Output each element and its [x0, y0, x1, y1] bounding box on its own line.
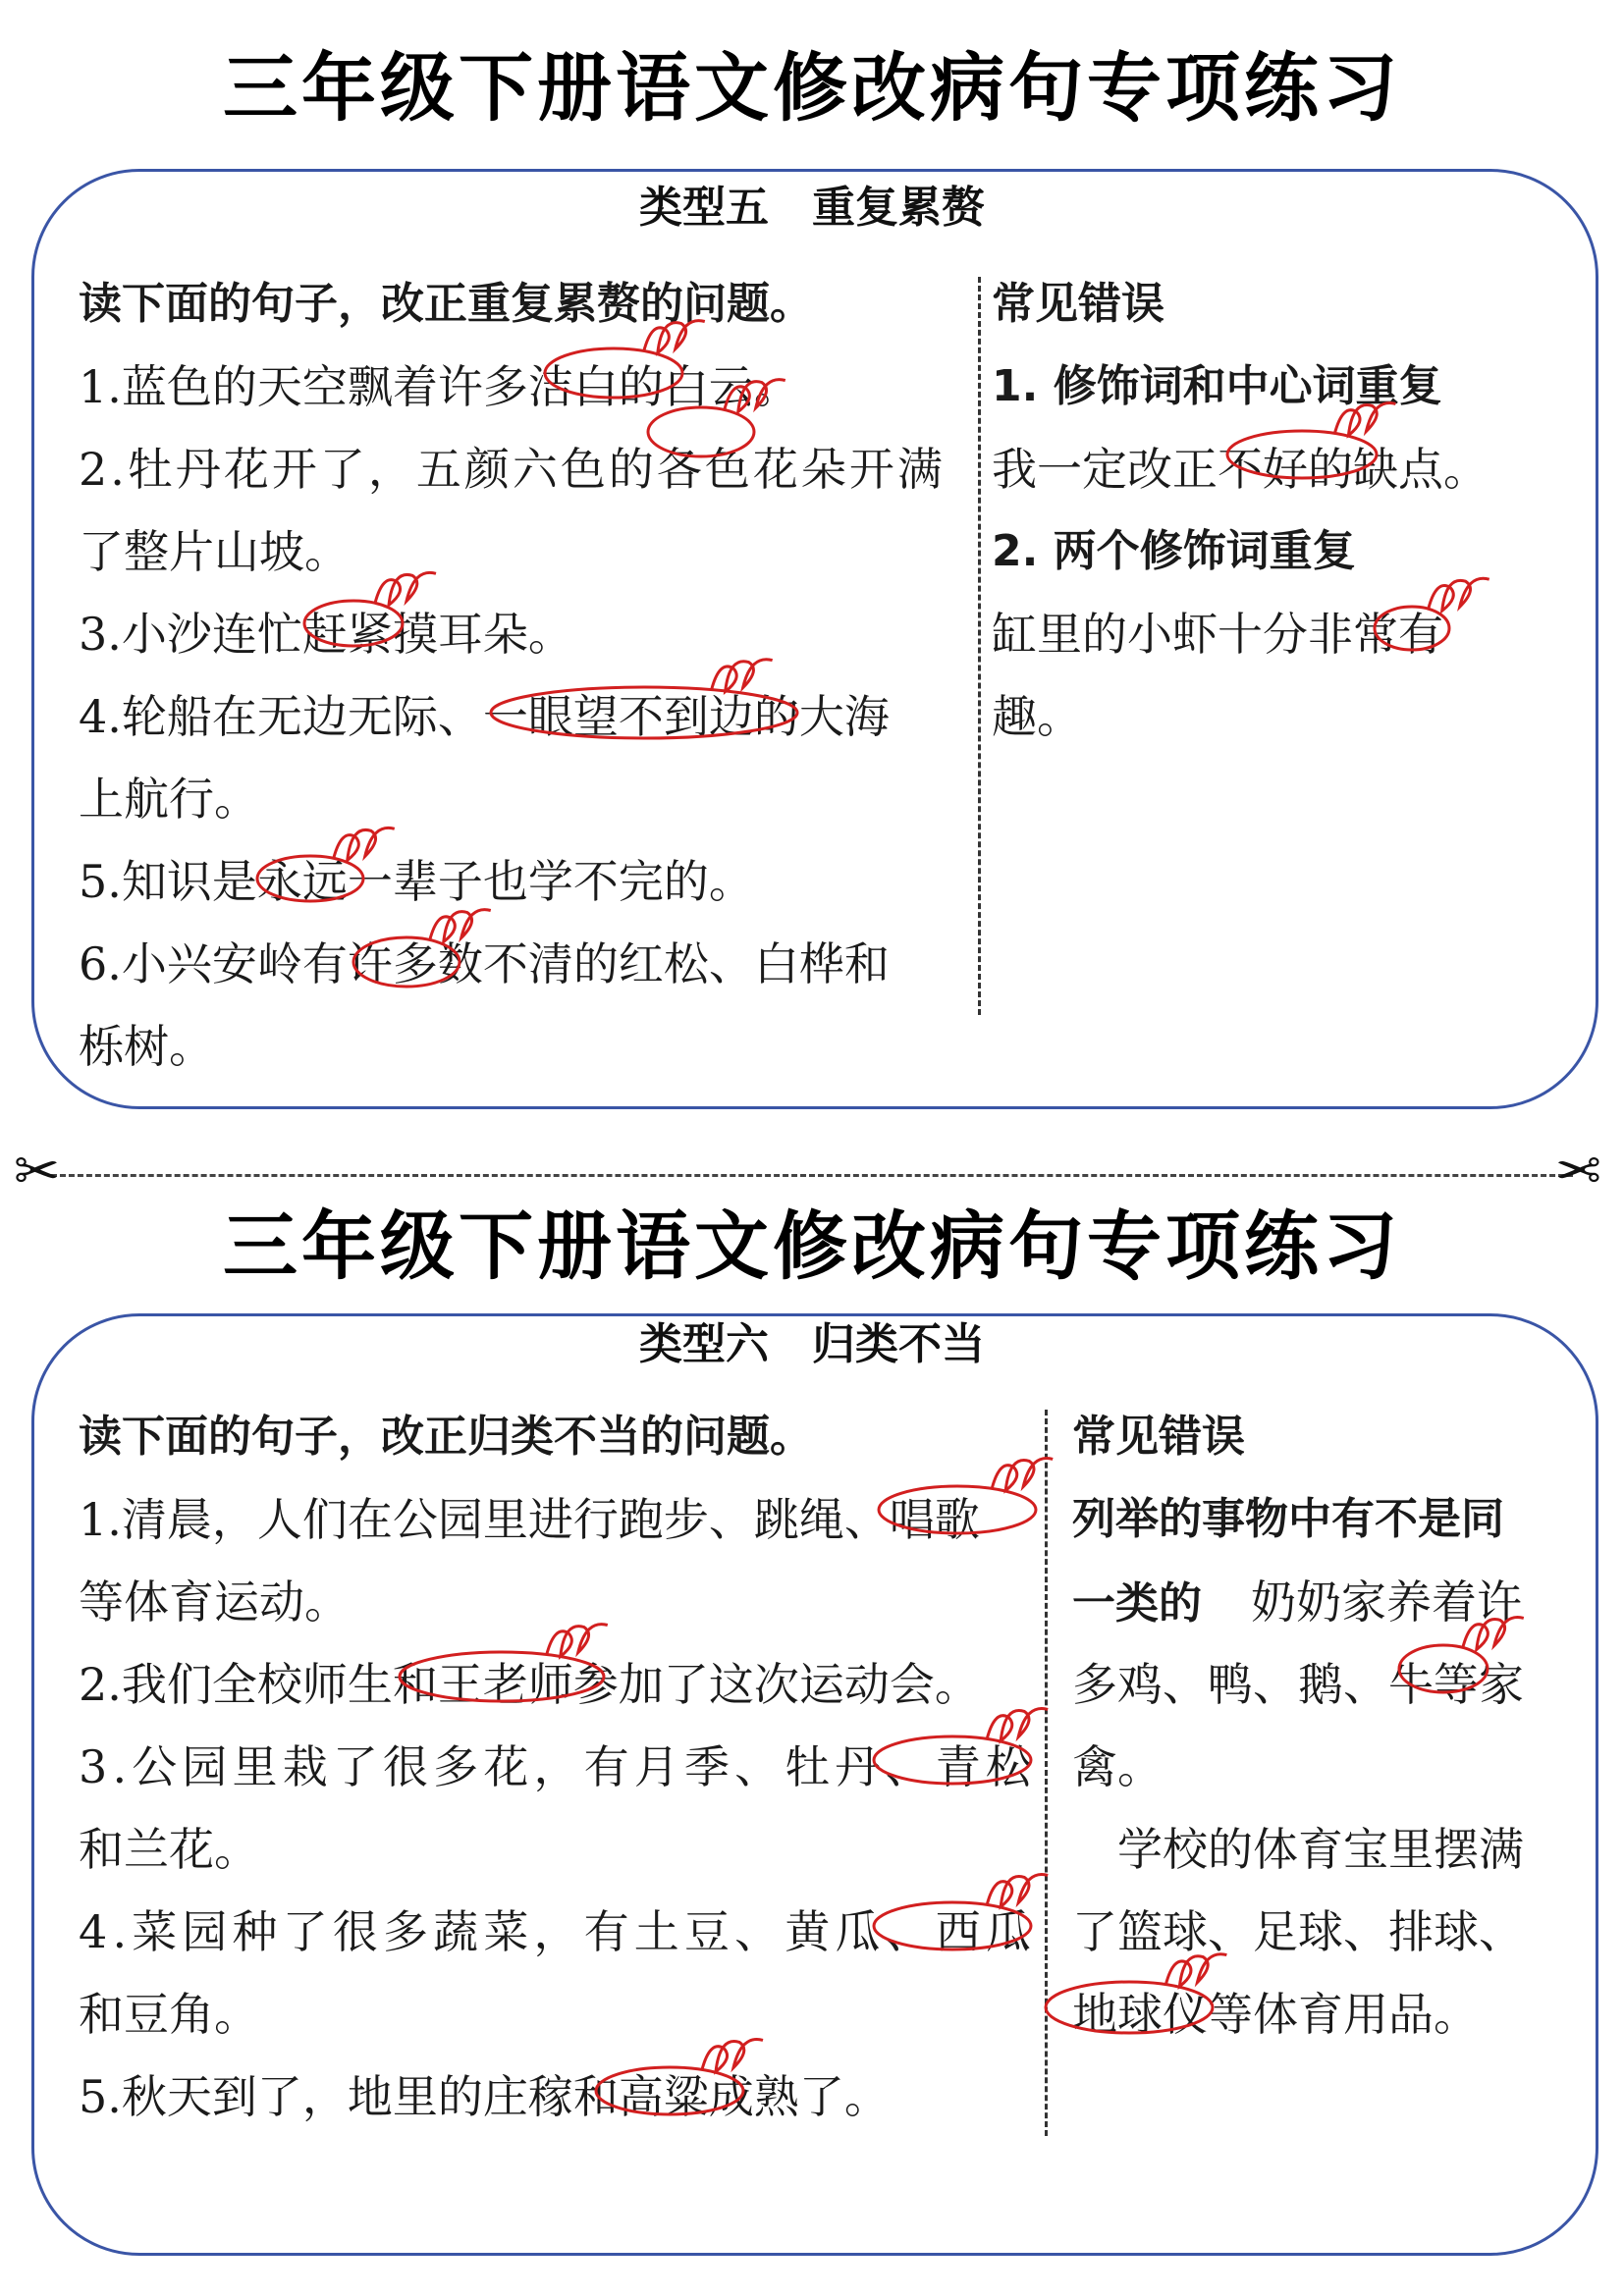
tip-example: 我一定改正不好的缺点。	[992, 443, 1489, 496]
sentence-line: 1.蓝色的天空飘着许多洁白的白云。	[79, 360, 799, 413]
tip-example: 奶奶家养着许	[1251, 1575, 1522, 1629]
deletion-circle	[545, 348, 682, 398]
deletion-circle	[353, 937, 460, 987]
page-title-1: 三年级下册语文修改病句专项练习	[223, 44, 1401, 132]
deletion-circle	[648, 407, 754, 456]
deletion-loop	[712, 660, 773, 692]
tip-subheading: 1. 修饰词和中心词重复	[992, 361, 1442, 411]
deletion-loop	[1334, 403, 1395, 436]
tip-subheading: 一类的	[1072, 1578, 1202, 1629]
instruction-2: 读下面的句子，改正归类不当的问题。	[79, 1412, 813, 1462]
deletion-circle	[874, 1902, 1031, 1949]
deletion-loop	[702, 2040, 763, 2072]
sentence-line: 了整片山坡。	[79, 525, 350, 578]
tips-heading-2: 常见错误	[1072, 1412, 1245, 1462]
sentence-line: 2.我们全校师生和王老师参加了这次运动会。	[79, 1658, 980, 1711]
deletion-loop	[1165, 1954, 1226, 1987]
sentence-line: 栎树。	[79, 1020, 214, 1073]
sentence-line: 和兰花。	[79, 1823, 259, 1876]
sentence-line: 6.小兴安岭有许多数不清的红松、白桦和	[79, 937, 890, 990]
deletion-loop	[992, 1459, 1053, 1491]
tip-example: 趣。	[992, 690, 1082, 743]
tip-example: 地球仪等体育用品。	[1072, 1988, 1479, 2041]
deletion-circle	[491, 687, 797, 738]
tip-subheading: 2. 两个修饰词重复	[992, 526, 1356, 576]
tip-subheading: 列举的事物中有不是同	[1072, 1494, 1504, 1544]
deletion-circle	[1227, 431, 1377, 478]
deletion-circle	[400, 1652, 604, 1701]
sentence-line: 和豆角。	[79, 1988, 259, 2041]
tips-heading-1: 常见错误	[992, 279, 1164, 329]
tip-example: 禽。	[1072, 1740, 1163, 1793]
sentence-line: 5.知识是永远一辈子也学不完的。	[79, 855, 754, 908]
sentence-line: 4.轮船在无边无际、一眼望不到边的大海	[79, 690, 890, 743]
sentence-line: 3 . 公 园 里 栽 了 很 多 花 ， 有 月 季 、 牡 丹 、 青 松	[79, 1740, 1031, 1793]
deletion-loop	[1463, 1618, 1524, 1650]
type-title-1: 类型五 重复累赘	[639, 183, 985, 233]
deletion-circle	[257, 856, 363, 901]
scissors-icon: ✂	[14, 1140, 60, 1203]
sentence-line: 2 . 牡 丹 花 开 了 ， 五 颜 六 色 的 各 色 花 朵 开 满	[79, 443, 943, 496]
sentence-line: 5.秋天到了，地里的庄稼和高粱成熟了。	[79, 2070, 890, 2123]
deletion-circle	[1399, 1645, 1488, 1692]
deletion-circle	[1046, 1982, 1213, 2033]
tip-example: 多鸡、鸭、鹅、牛等家	[1072, 1658, 1524, 1711]
sentence-line: 等体育运动。	[79, 1575, 350, 1629]
scissors-icon: ✂	[1555, 1140, 1601, 1203]
sentence-line: 3.小沙连忙赶紧摸耳朵。	[79, 608, 573, 661]
tip-example: 了篮球、足球、排球、	[1072, 1905, 1524, 1958]
deletion-loop	[987, 1709, 1048, 1741]
deletion-loop	[375, 572, 436, 605]
page-title-2: 三年级下册语文修改病句专项练习	[223, 1202, 1401, 1290]
sentence-line: 4 . 菜 园 种 了 很 多 蔬 菜 ， 有 土 豆 、 黄 瓜 、 西 瓜	[79, 1905, 1031, 1958]
deletion-loop	[1429, 578, 1489, 611]
tip-example: 学校的体育宝里摆满	[1072, 1823, 1524, 1876]
deletion-circle	[874, 1736, 1031, 1784]
deletion-circle	[1375, 607, 1449, 650]
deletion-loop	[987, 1875, 1048, 1907]
deletion-loop	[334, 828, 395, 860]
deletion-loop	[725, 380, 785, 412]
instruction-1: 读下面的句子，改正重复累赘的问题。	[79, 279, 813, 329]
deletion-circle	[596, 2067, 743, 2114]
deletion-loop	[644, 321, 705, 353]
deletion-loop	[430, 910, 491, 942]
sentence-line: 上航行。	[79, 773, 259, 826]
sentence-line: 1.清晨，人们在公园里进行跑步、跳绳、唱歌	[79, 1493, 980, 1546]
deletion-loop	[547, 1625, 608, 1657]
type-title-2: 类型六 归类不当	[639, 1319, 985, 1369]
tip-example: 缸里的小虾十分非常有	[992, 608, 1443, 661]
deletion-circle	[879, 1486, 1036, 1533]
